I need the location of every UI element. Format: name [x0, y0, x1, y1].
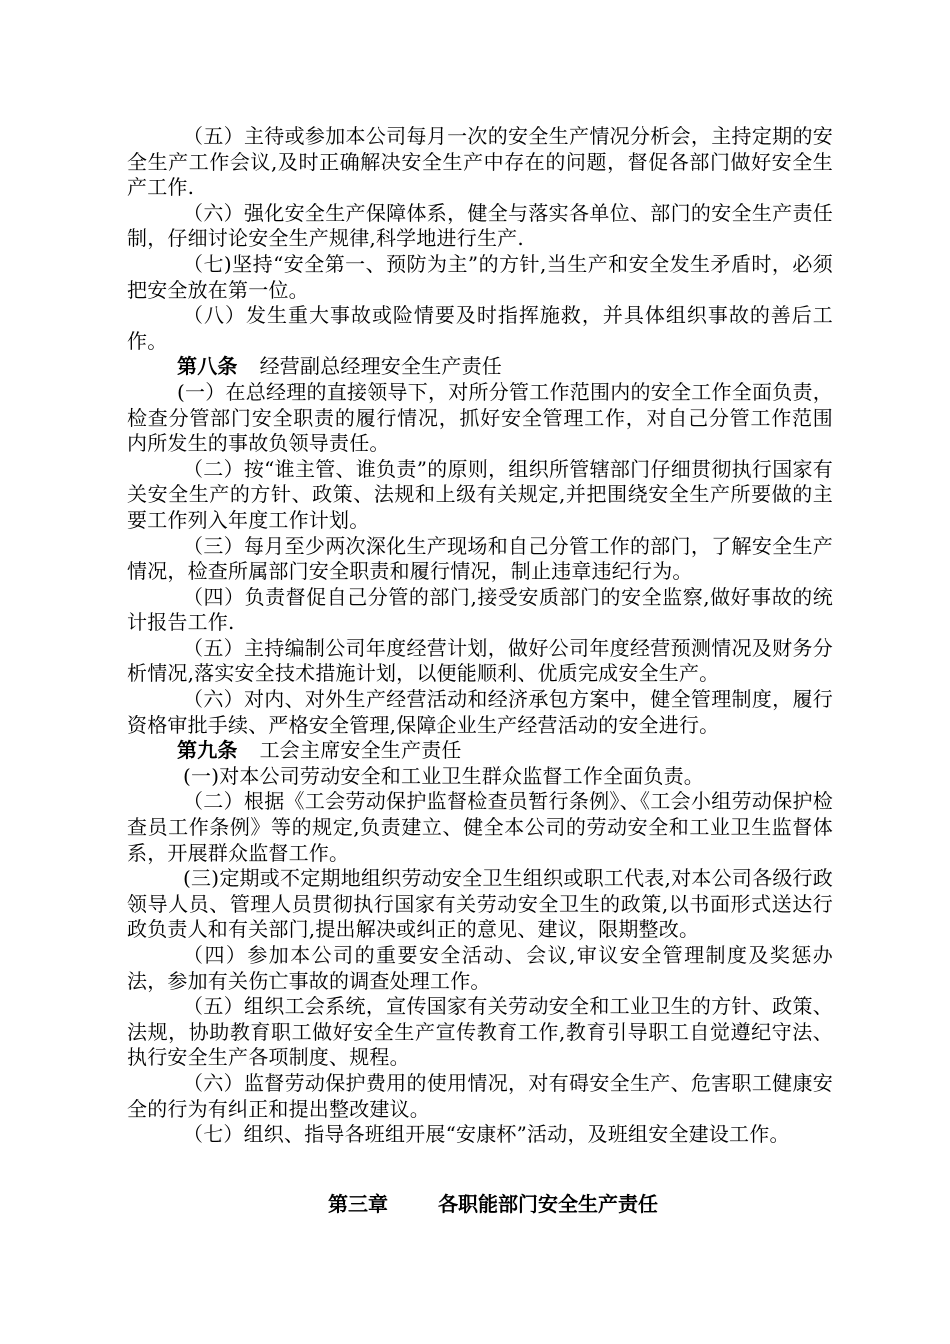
article-8-item-4: （四）负责督促自己分管的部门,接受安质部门的安全监察,做好事故的统计报告工作.	[127, 584, 833, 635]
article-8-item-3: （三）每月至少两次深化生产现场和自己分管工作的部门，了解安全生产情况，检查所属部门安全职责和履行情况，制止违章违纪行为。	[127, 533, 833, 584]
article-9-item-5: （五）组织工会系统，宣传国家有关劳动安全和工业卫生的方针、政策、法规，协助教育职工做好安全生产宣传教育工作,教育引导职工自觉遵纪守法、执行安全生产各项制度、规程。	[127, 994, 833, 1070]
article-9-item-6: （六）监督劳动保护费用的使用情况，对有碍安全生产、危害职工健康安全的行为有纠正和提出整改建议。	[127, 1070, 833, 1121]
chapter-title: 各职能部门安全生产责任	[438, 1192, 658, 1216]
article-8-number: 第八条	[177, 354, 238, 379]
article-9-number: 第九条	[177, 738, 238, 763]
chapter-number: 第三章	[328, 1192, 388, 1216]
article-9-item-7: （七）组织、指导各班组开展“安康杯”活动，及班组安全建设工作。	[183, 1122, 790, 1147]
article-9-heading	[127, 738, 833, 764]
article-8-title: 经营副总经理安全生产责任	[259, 354, 503, 379]
paragraph-item-8: （八）发生重大事故或险情要及时指挥施救，并具体组织事故的善后工作。	[127, 303, 833, 353]
article-8-item-6: （六）对内、对外生产经营活动和经济承包方案中，健全管理制度，履行资格审批手续、严格安全管理,保障企业生产经营活动的安全进行。	[127, 687, 833, 737]
article-9-item-1: (一)对本公司劳动安全和工业卫生群众监督工作全面负责。	[183, 763, 705, 788]
article-8-item-5: （五）主持编制公司年度经营计划，做好公司年度经营预测情况及财务分析情况,落实安全技术措施计划，以便能顺利、优质完成安全生产。	[127, 635, 833, 686]
article-8-item-1: (一）在总经理的直接领导下，对所分管工作范围内的安全工作全面负责，检查分管部门安全职责的履行情况，抓好安全管理工作，对自己分管工作范围内所发生的事故负领导责任。	[127, 379, 833, 456]
paragraph-item-5: （五）主待或参加本公司每月一次的安全生产情况分析会，主持定期的安全生产工作会议,及时正确解决安全生产中存在的问题，督促各部门做好安全生产工作.	[127, 124, 833, 200]
article-8-heading	[127, 354, 833, 380]
article-9-item-3: (三)定期或不定期地组织劳动安全卫生组织或职工代表,对本公司各级行政领导人员、管理人员贯彻执行国家有关劳动安全卫生的政策,以书面形式送达行政负责人和有关部门,提出解决或纠正的意见、建议，限期整改。	[127, 866, 833, 942]
article-8-item-2: （二）按“谁主管、谁负责”的原则，组织所管辖部门仔细贯彻执行国家有关安全生产的方针、政策、法规和上级有关规定,并把围绕安全生产所要做的主要工作列入年度工作计划。	[127, 456, 833, 532]
paragraph-item-7: （七)坚持“安全第一、预防为主”的方针,当生产和安全发生矛盾时，必须把安全放在第一位。	[127, 251, 833, 302]
article-9-item-2: （二）根据《工会劳动保护监督检查员暂行条例》、《工会小组劳动保护检查员工作条例》等的规定,负责建立、健全本公司的劳动安全和工业卫生监督体系，开展群众监督工作。	[127, 789, 833, 865]
article-9-item-4: （四）参加本公司的重要安全活动、会议,审议安全管理制度及奖惩办法，参加有关伤亡事故的调查处理工作。	[127, 943, 833, 993]
document-body	[127, 124, 833, 1148]
article-9-title: 工会主席安全生产责任	[259, 738, 462, 763]
paragraph-item-6: （六）强化安全生产保障体系，健全与落实各单位、部门的安全生产责任制，仔细讨论安全生产规律,科学地进行生产.	[127, 200, 833, 251]
